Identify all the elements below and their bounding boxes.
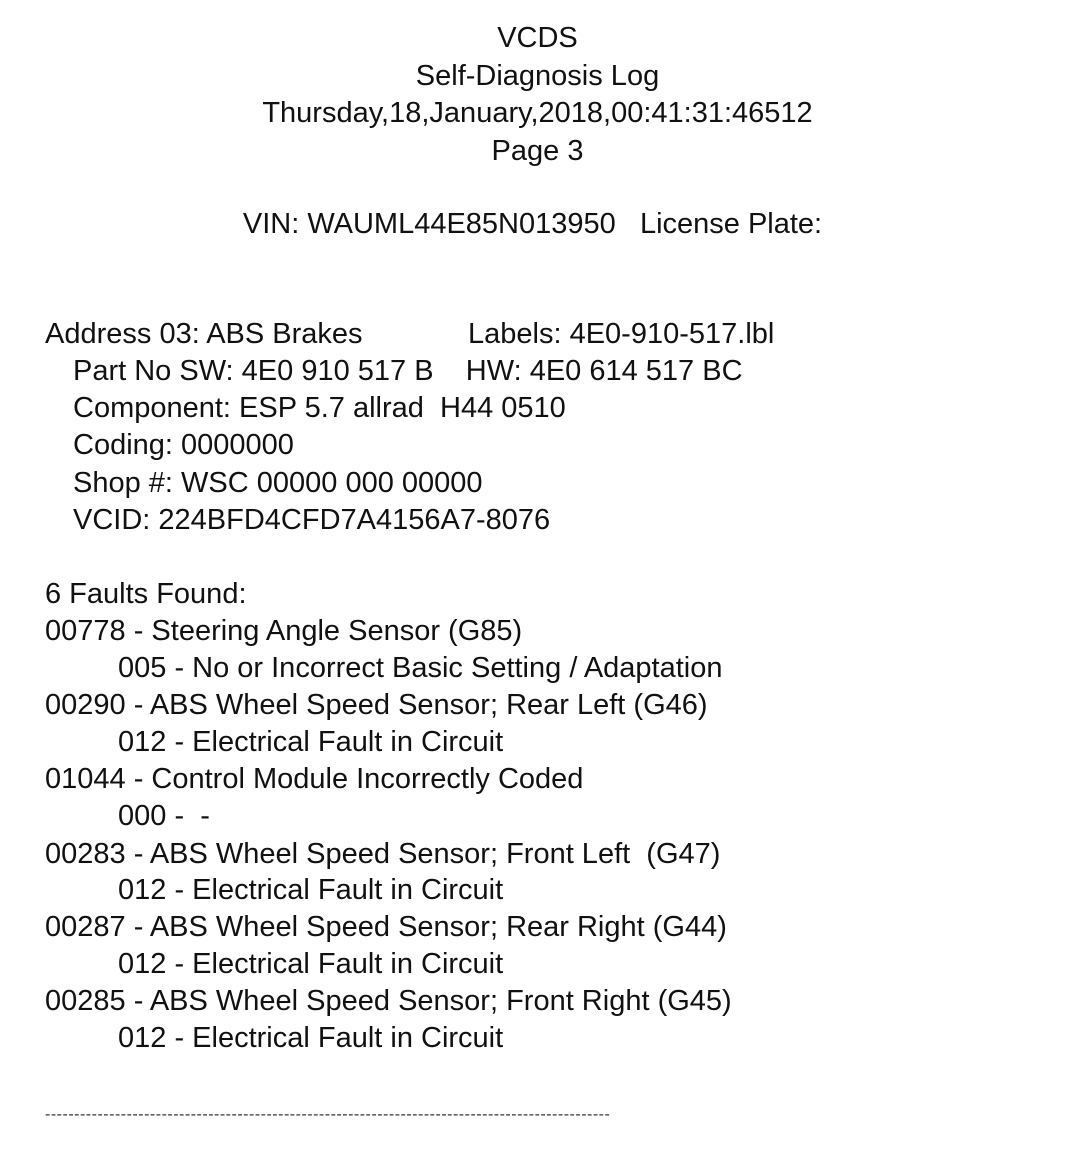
app-name: VCDS — [497, 22, 578, 54]
module-address: Address 03: ABS Brakes — [45, 318, 363, 350]
separator-line: ------------------------------------------------------------------------------------------------- — [45, 1106, 611, 1123]
coding: Coding: 0000000 — [73, 429, 294, 461]
part-number: Part No SW: 4E0 910 517 B HW: 4E0 614 517 BC — [73, 355, 743, 387]
vin-license-line: VIN: WAUML44E85N013950 License Plate: — [242, 208, 823, 240]
fault-code: 00290 - ABS Wheel Speed Sensor; Rear Left (G46) — [45, 689, 708, 721]
fault-detail: 012 - Electrical Fault in Circuit — [118, 874, 504, 906]
module-labels: Labels: 4E0-910-517.lbl — [468, 318, 775, 350]
fault-detail: 000 - - — [118, 800, 210, 832]
fault-code: 00283 - ABS Wheel Speed Sensor; Front Left (G47) — [45, 838, 721, 870]
log-header — [0, 20, 1065, 170]
faults-heading: 6 Faults Found: — [45, 578, 247, 610]
fault-detail: 012 - Electrical Fault in Circuit — [118, 726, 504, 758]
fault-detail: 012 - Electrical Fault in Circuit — [118, 1022, 504, 1054]
fault-code: 00285 - ABS Wheel Speed Sensor; Front Right (G45) — [45, 985, 732, 1017]
fault-code: 01044 - Control Module Incorrectly Coded — [45, 763, 584, 795]
page-number: Page 3 — [491, 134, 584, 167]
fault-code: 00778 - Steering Angle Sensor (G85) — [45, 615, 523, 647]
fault-code: 00287 - ABS Wheel Speed Sensor; Rear Right (G44) — [45, 911, 727, 943]
fault-detail: 005 - No or Incorrect Basic Setting / Adaptation — [118, 652, 723, 684]
log-timestamp: Thursday,18,January,2018,00:41:31:46512 — [262, 97, 813, 129]
vcid: VCID: 224BFD4CFD7A4156A7-8076 — [73, 504, 551, 536]
shop-number: Shop #: WSC 00000 000 00000 — [73, 467, 483, 499]
log-title: Self-Diagnosis Log — [415, 59, 660, 92]
component: Component: ESP 5.7 allrad H44 0510 — [73, 392, 566, 424]
fault-detail: 012 - Electrical Fault in Circuit — [118, 948, 504, 980]
